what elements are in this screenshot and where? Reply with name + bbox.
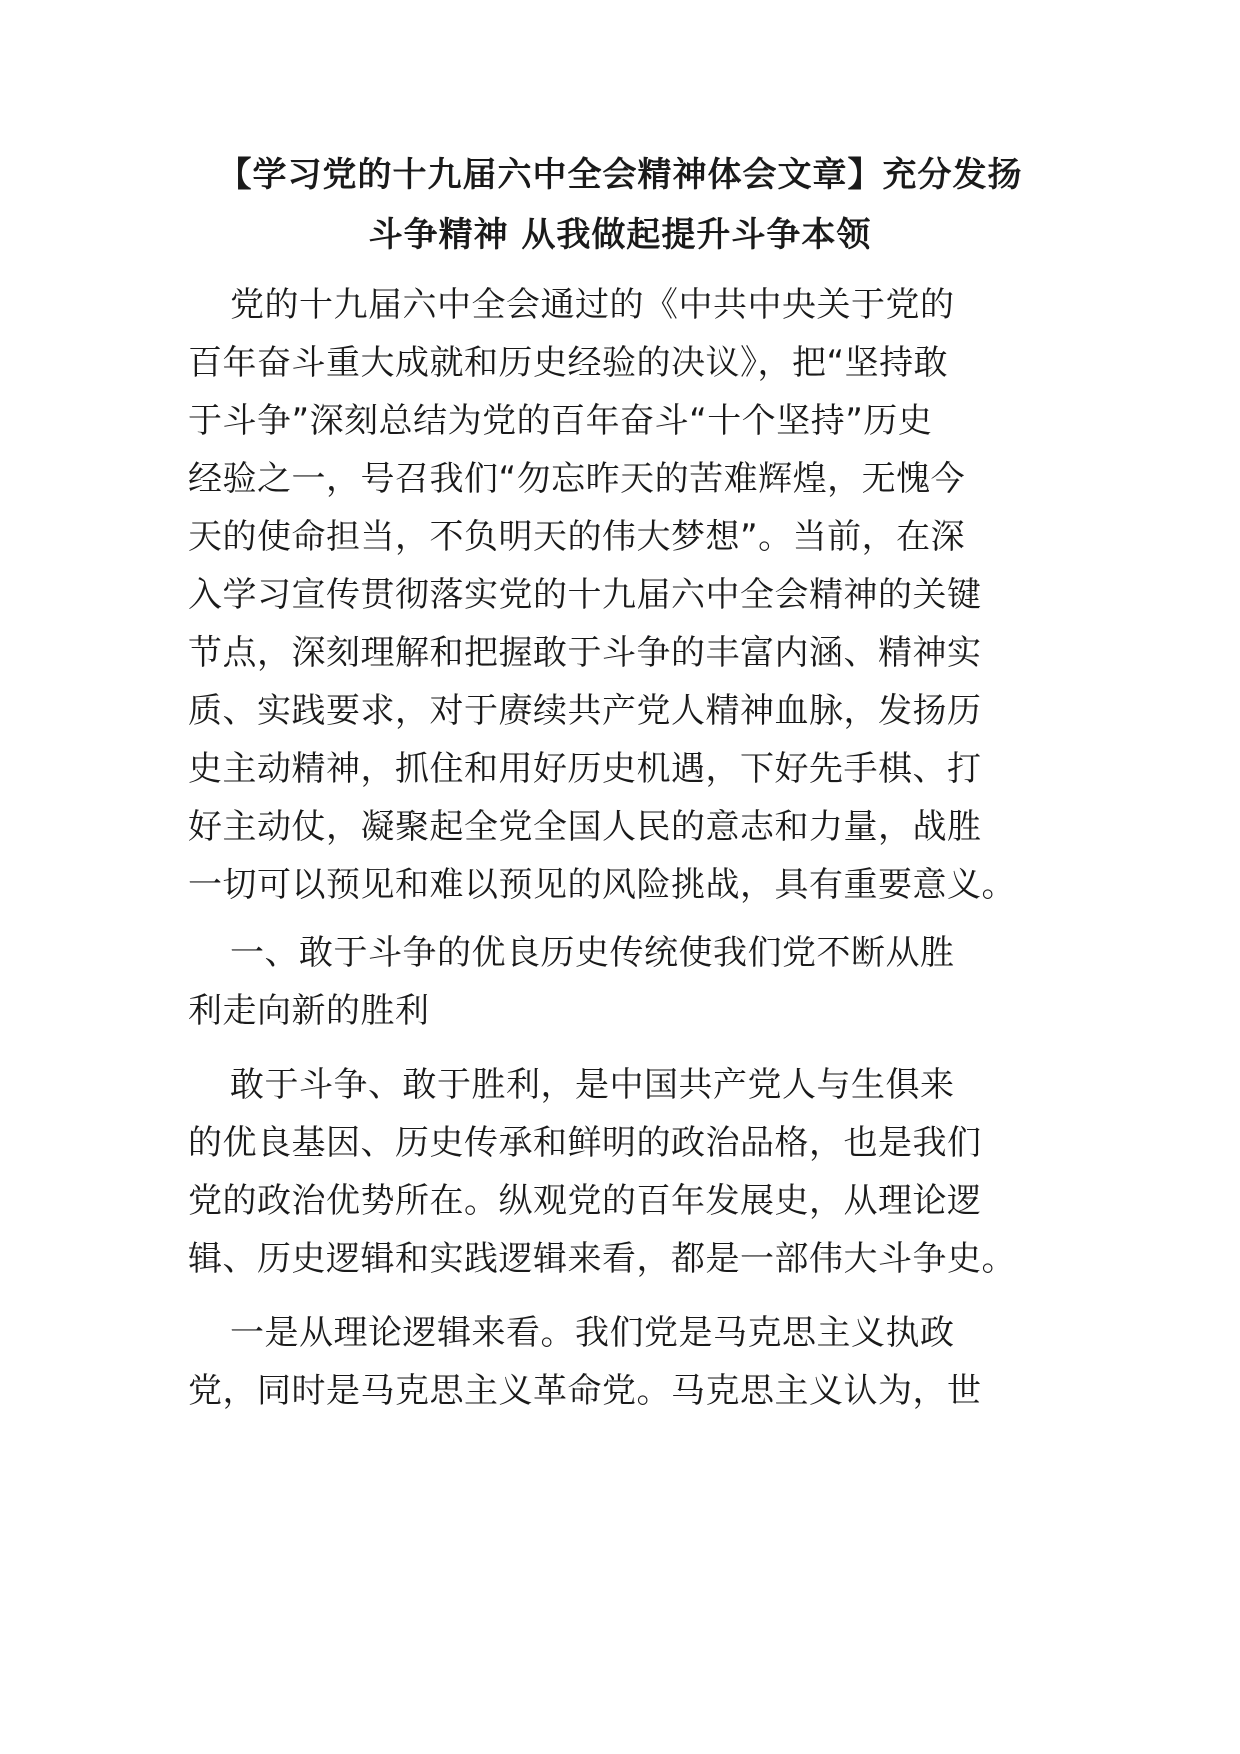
paragraph-line: 辑、历史逻辑和实践逻辑来看，都是一部伟大斗争史。	[188, 1239, 1016, 1279]
paragraph-line: 敢于斗争、敢于胜利，是中国共产党人与生俱来	[230, 1065, 955, 1105]
paragraph-line: 党的十九届六中全会通过的《中共中央关于党的	[230, 285, 955, 325]
paragraph-line: 的优良基因、历史传承和鲜明的政治品格，也是我们	[188, 1123, 982, 1163]
paragraph-line: 一切可以预见和难以预见的风险挑战，具有重要意义。	[188, 865, 1016, 905]
paragraph-line: 入学习宣传贯彻落实党的十九届六中全会精神的关键	[188, 575, 982, 615]
paragraph-line: 百年奋斗重大成就和历史经验的决议》，把“坚持敢	[188, 343, 949, 383]
paragraph-line: 一是从理论逻辑来看。我们党是马克思主义执政	[230, 1313, 955, 1353]
document-title-line-1: 【学习党的十九届六中全会精神体会文章】充分发扬	[217, 155, 1023, 195]
paragraph-line: 史主动精神，抓住和用好历史机遇，下好先手棋、打	[188, 749, 982, 789]
paragraph-line: 天的使命担当，不负明天的伟大梦想”。当前，在深	[188, 517, 966, 557]
paragraph-line: 经验之一，号召我们“勿忘昨天的苦难辉煌，无愧今	[188, 459, 966, 499]
paragraph-line: 好主动仗，凝聚起全党全国人民的意志和力量，战胜	[188, 807, 982, 847]
paragraph-line: 质、实践要求，对于赓续共产党人精神血脉，发扬历	[188, 691, 982, 731]
paragraph-line: 党，同时是马克思主义革命党。马克思主义认为，世	[188, 1371, 982, 1411]
document-title-line-2: 斗争精神 从我做起提升斗争本领	[368, 215, 872, 255]
section-heading-line: 一、敢于斗争的优良历史传统使我们党不断从胜	[230, 933, 955, 973]
paragraph-line: 党的政治优势所在。纵观党的百年发展史，从理论逻	[188, 1181, 982, 1221]
paragraph-line: 于斗争”深刻总结为党的百年奋斗“十个坚持”历史	[188, 401, 933, 441]
paragraph-line: 节点，深刻理解和把握敢于斗争的丰富内涵、精神实	[188, 633, 982, 673]
section-heading-line: 利走向新的胜利	[188, 991, 430, 1031]
